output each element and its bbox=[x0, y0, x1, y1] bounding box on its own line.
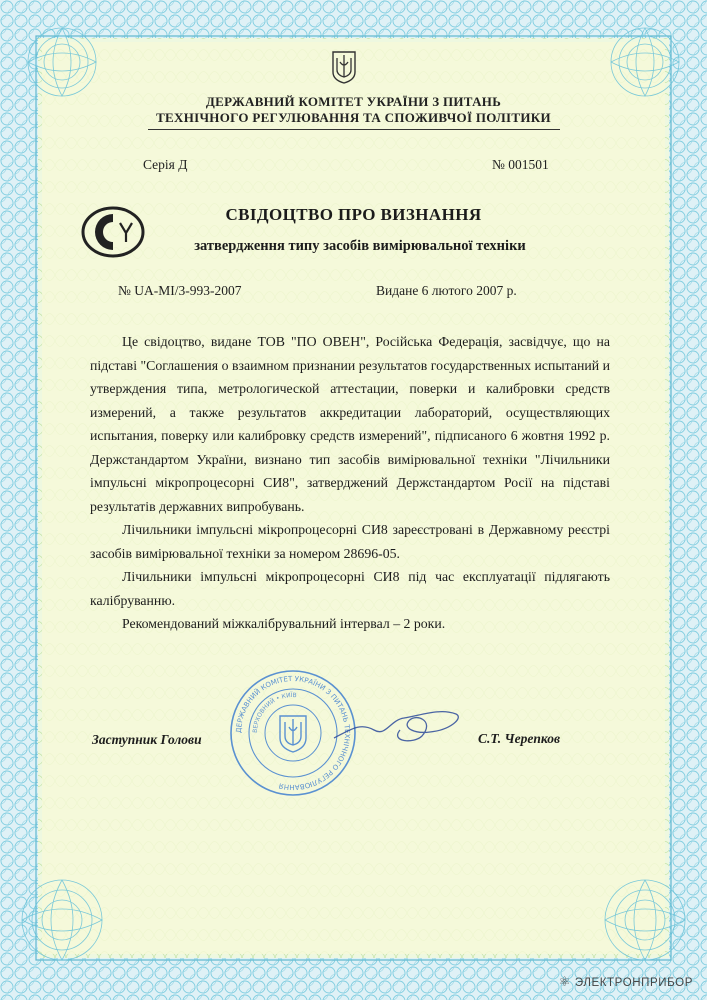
handwritten-signature bbox=[330, 700, 470, 750]
brand-watermark bbox=[559, 974, 693, 990]
header-line-2: ТЕХНІЧНОГО РЕГУЛЮВАННЯ ТА СПОЖИВЧОЇ ПОЛІТИКИ bbox=[156, 110, 551, 125]
series-label: Серія Д bbox=[143, 157, 188, 172]
stamp-inner-text: ВЕРХОВНИЙ • КИЇВ bbox=[251, 691, 297, 734]
coat-of-arms-icon bbox=[331, 50, 357, 84]
certificate-number: № 001501 bbox=[492, 157, 549, 172]
paragraph: Лічильники імпульсні мікропроцесорні СИ8 зареєстровані в Державному реєстрі засобів вимірювальної техніки за номером 28696-05. bbox=[90, 522, 610, 561]
header-line-1: ДЕРЖАВНИЙ КОМІТЕТ УКРАЇНИ З ПИТАНЬ bbox=[205, 94, 502, 109]
paragraph: Лічильники імпульсні мікропроцесорні СИ8 під час експлуатації підлягають калібруванню. bbox=[90, 569, 610, 608]
body-text bbox=[90, 330, 610, 636]
document-subtitle: затвердження типу засобів вимірювальної техніки bbox=[194, 238, 526, 254]
paragraph: Рекомендований міжкалібрувальний інтервал – 2 роки. bbox=[122, 616, 446, 631]
registration-number: № UA-MI/3-993-2007 bbox=[118, 283, 242, 298]
header-rule bbox=[148, 129, 560, 130]
atom-logo-icon: ⚛ bbox=[558, 974, 572, 989]
paragraph: Це свідоцтво, видане ТОВ "ПО ОВЕН", Російська Федерація, засвідчує, що на підставі "Соглашения о взаимном признании результатов государственных испытаний и утверждения типа, метрологической аттестации, поверки и калибровки средств измерений, а также результатов аккредитации лабораторий, осуществляющих испытания, поверку или калибровку средств измерений", підписаного 6 жовтня 1992 р. Держстандартом України, визнано тип засобів вимірювальної техніки "Лічильники імпульсні мікропроцесорні СИ8", затверджений Держстандартом Росії на підставі результатів державних випробувань. bbox=[90, 334, 610, 514]
document-title: СВІДОЦТВО ПРО ВИЗНАННЯ bbox=[225, 205, 482, 224]
signatory-position: Заступник Голови bbox=[92, 732, 202, 747]
issue-date: Видане 6 лютого 2007 р. bbox=[376, 283, 517, 298]
signatory-name: С.Т. Черепков bbox=[478, 731, 560, 746]
brand-name: ЭЛЕКТРОНПРИБОР bbox=[574, 977, 693, 989]
stamp-outer-text: ДЕРЖАВНИЙ КОМІТЕТ УКРАЇНИ З ПИТАНЬ ТЕХНІЧНОГО РЕГУЛЮВАННЯ bbox=[234, 674, 352, 792]
